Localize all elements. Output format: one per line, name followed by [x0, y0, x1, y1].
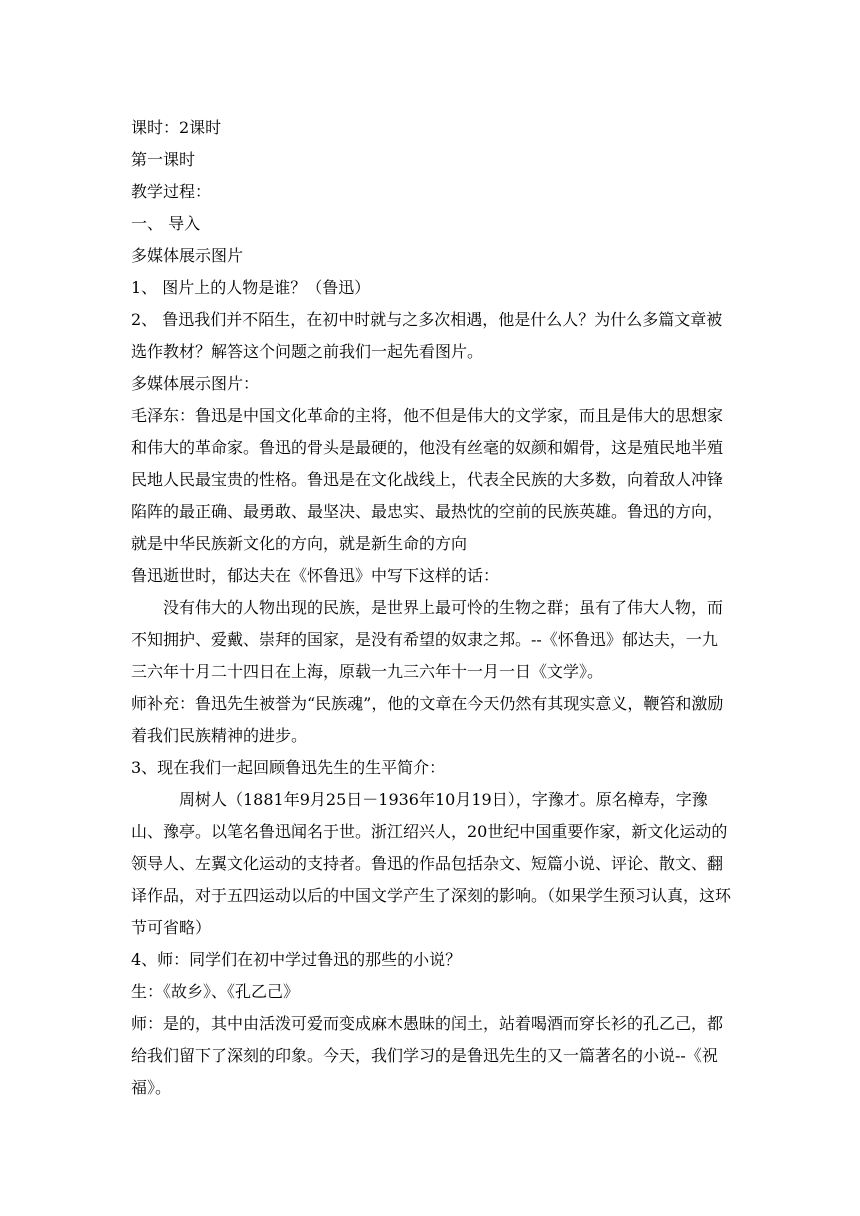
lesson-heading: 第一课时 — [131, 150, 196, 169]
question-1: 1、 图片上的人物是谁？（鲁迅） — [131, 278, 371, 297]
section-intro-heading: 一、 导入 — [131, 214, 201, 233]
process-heading: 教学过程： — [131, 182, 212, 201]
class-hours: 课时：2课时 — [131, 118, 222, 137]
paragraph: 多媒体展示图片 — [131, 246, 244, 265]
mao-quote: 毛泽东：鲁迅是中国文化革命的主将，他不但是伟大的文学家，而且是伟大的思想家和伟大的革命家。鲁迅的骨头是最硬的，他没有丝毫的奴颜和媚骨，这是殖民地半殖民地人民最宝贵的性格。鲁迅是在文化战线上，代表全民族的大多数，向着敌人冲锋陷阵的最正确、最勇敢、最坚决、最忠实、最热忱的空前的民族英雄。鲁迅的方向，就是中华民族新文化的方向，就是新生命的方向 — [131, 406, 724, 553]
paragraph: 多媒体展示图片： — [131, 374, 260, 393]
document-body — [131, 112, 731, 1104]
yu-dafu-quote: 没有伟大的人物出现的民族，是世界上最可怜的生物之群；虽有了伟大人物，而不知拥护、爱戴、崇拜的国家，是没有希望的奴隶之邦。--《怀鲁迅》郁达夫，一九三六年十月二十四日在上海，原载一九三六年十一月一日《文学》。 — [131, 598, 724, 681]
student-answer: 生：《故乡》、《孔乙己》 — [131, 982, 300, 1001]
step-3: 3、现在我们一起回顾鲁迅先生的生平简介： — [131, 758, 446, 777]
step-4: 4、师：同学们在初中学过鲁迅的那些的小说？ — [131, 950, 462, 969]
biography: 周树人（1881年9月25日－1936年10月19日），字豫才。原名樟寿，字豫山、豫亭。以笔名鲁迅闻名于世。浙江绍兴人，20世纪中国重要作家，新文化运动的领导人、左翼文化运动的支持者。鲁迅的作品包括杂文、短篇小说、评论、散文、翻译作品，对于五四运动以后的中国文学产生了深刻的影响。（如果学生预习认真，这环节可省略） — [131, 790, 732, 937]
paragraph: 鲁迅逝世时，郁达夫在《怀鲁迅》中写下这样的话： — [131, 566, 500, 585]
teacher-supplement: 师补充：鲁迅先生被誉为“民族魂”，他的文章在今天仍然有其现实意义，鞭笞和激励着我们民族精神的进步。 — [131, 694, 724, 745]
question-2: 2、 鲁迅我们并不陌生，在初中时就与之多次相遇，他是什么人？为什么多篇文章被选作教材？解答这个问题之前我们一起先看图片。 — [131, 310, 723, 361]
teacher-conclusion: 师：是的，其中由活泼可爱而变成麻木愚昧的闰土，站着喝酒而穿长衫的孔乙己，都给我们留下了深刻的印象。今天，我们学习的是鲁迅先生的又一篇著名的小说--《祝福》。 — [131, 1014, 724, 1097]
